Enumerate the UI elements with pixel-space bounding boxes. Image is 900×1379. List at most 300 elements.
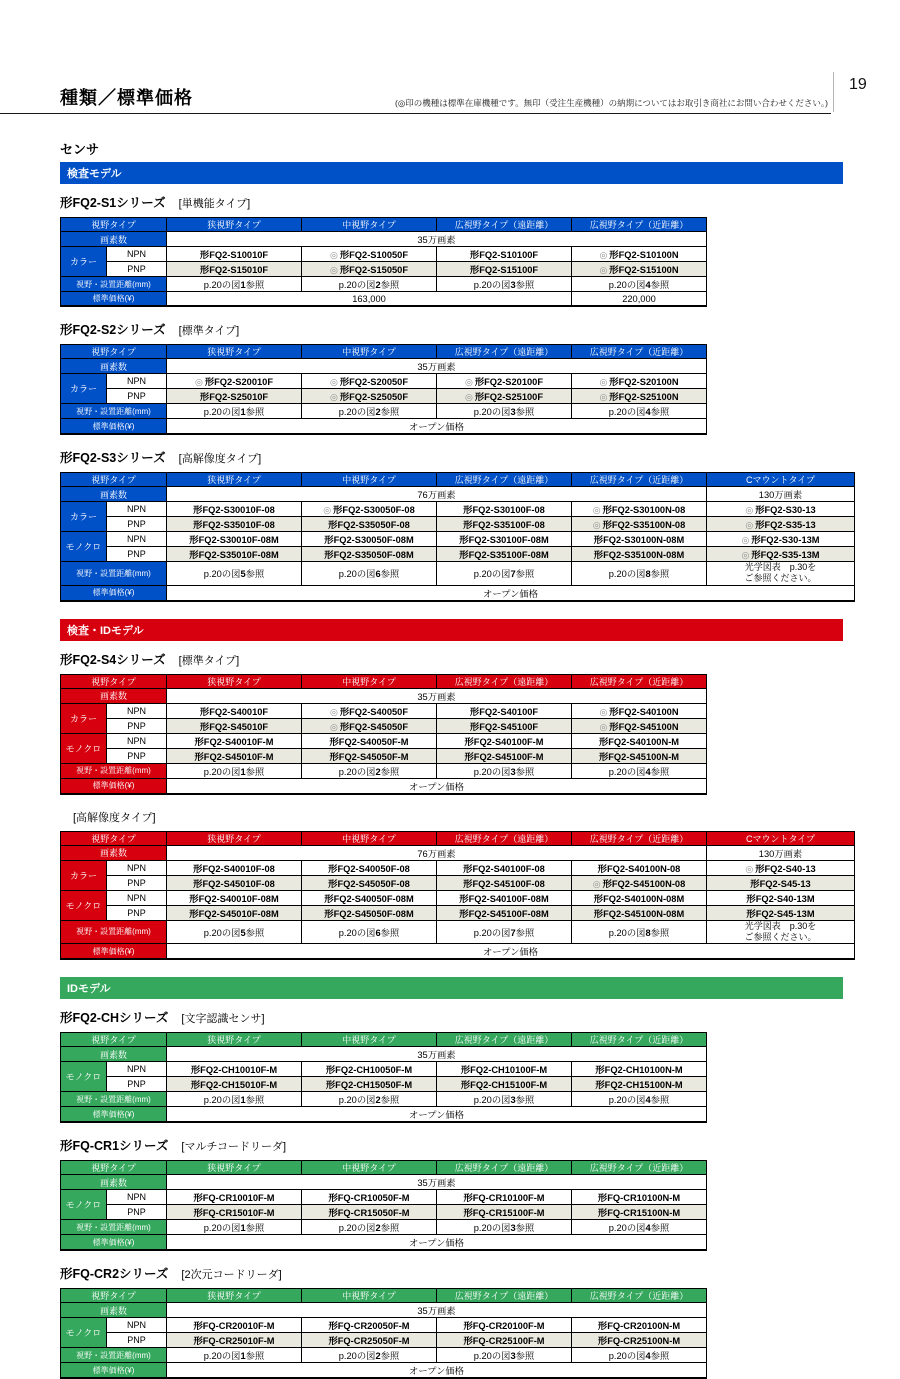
- fov-ref-cell: p.20の図3参照: [437, 404, 572, 419]
- pixel-row: [61, 688, 707, 703]
- page-number-divider: [833, 72, 834, 112]
- model-cell: 形FQ-CR10050F-M: [302, 1190, 437, 1205]
- section-banner: 検査モデル: [60, 162, 843, 184]
- cmount-fov-note: 光学図表 p.30を ご参照ください。: [707, 562, 855, 586]
- fov-distance-label: 視野・設置距離(mm): [61, 763, 167, 778]
- pixel-row: [61, 359, 707, 374]
- fov-ref-cell: p.20の図6参照: [302, 920, 437, 944]
- model-cell: 形FQ2-S40050F-M: [302, 733, 437, 748]
- model-cell: 形FQ2-S40100N-08M: [572, 890, 707, 905]
- pixel-row: [61, 1175, 707, 1190]
- column-header: 広視野タイプ（近距離）: [572, 1289, 707, 1303]
- model-cell: 形FQ2-S40100F-08M: [437, 890, 572, 905]
- header-row: [61, 345, 707, 359]
- fov-type-header: 視野タイプ: [61, 473, 167, 487]
- group-label: カラー: [61, 247, 107, 277]
- fov-ref-cell: p.20の図3参照: [437, 763, 572, 778]
- model-cell: ◎ 形FQ2-S25100N: [572, 389, 707, 404]
- price-label: 標準価格(¥): [61, 419, 167, 435]
- model-cell: ◎ 形FQ2-S45100N-08: [572, 875, 707, 890]
- spec-table: [60, 831, 855, 961]
- series-name: 形FQ2-S4シリーズ: [60, 652, 166, 667]
- column-header: 広視野タイプ（近距離）: [572, 1161, 707, 1175]
- io-type-cell: NPN: [107, 1318, 167, 1333]
- io-type-cell: PNP: [107, 1333, 167, 1348]
- model-cell: 形FQ2-S30010F-08: [167, 502, 302, 517]
- fov-type-header: 視野タイプ: [61, 674, 167, 688]
- pixel-value: 35万画素: [167, 359, 707, 374]
- stock-mark-icon: ◎: [599, 392, 608, 402]
- pixel-value: 35万画素: [167, 1175, 707, 1190]
- model-cell: 形FQ2-S35050F-08: [302, 517, 437, 532]
- column-header: 狭視野タイプ: [167, 1033, 302, 1047]
- stock-mark-icon: ◎: [745, 520, 754, 530]
- stock-mark-icon: ◎: [323, 505, 332, 515]
- cmount-pixel-value: 130万画素: [707, 845, 855, 860]
- fov-distance-label: 視野・設置距離(mm): [61, 277, 167, 292]
- model-cell: 形FQ2-S30010F-08M: [167, 532, 302, 547]
- fov-type-header: 視野タイプ: [61, 1289, 167, 1303]
- model-cell: 形FQ-CR10010F-M: [167, 1190, 302, 1205]
- stock-mark-icon: ◎: [745, 863, 754, 874]
- column-header: 広視野タイプ（遠距離）: [437, 674, 572, 688]
- fov-ref-cell: p.20の図3参照: [437, 1092, 572, 1107]
- price-row: [61, 1107, 707, 1123]
- section-banner: IDモデル: [60, 977, 843, 999]
- model-cell: 形FQ2-CH15010F-M: [167, 1077, 302, 1092]
- model-cell: 形FQ2-S45100F-08M: [437, 905, 572, 920]
- column-header: 広視野タイプ（遠距離）: [437, 218, 572, 232]
- fov-type-header: 視野タイプ: [61, 1033, 167, 1047]
- spec-table: [60, 472, 855, 602]
- group-label: モノクロ: [61, 1318, 107, 1348]
- fov-ref-cell: p.20の図2参照: [302, 763, 437, 778]
- model-cell: 形FQ2-S45050F-M: [302, 748, 437, 763]
- model-row: [61, 905, 855, 920]
- model-row: [61, 247, 707, 262]
- model-cell: 形FQ2-S10100F: [437, 247, 572, 262]
- io-type-cell: NPN: [107, 860, 167, 875]
- series-name: 形FQ-CR1シリーズ: [60, 1139, 169, 1153]
- cmount-pixel-value: 130万画素: [707, 487, 855, 502]
- model-cell: 形FQ2-S45100N-M: [572, 748, 707, 763]
- fov-ref-cell: p.20の図4参照: [572, 277, 707, 292]
- series-type-label: [標準タイプ]: [178, 654, 240, 667]
- cmount-column-header: Cマウントタイプ: [707, 473, 855, 487]
- model-row: [61, 875, 855, 890]
- model-cell: ◎ 形FQ2-S15100N: [572, 262, 707, 277]
- model-cell: 形FQ2-S45050F-08M: [302, 905, 437, 920]
- group-label: モノクロ: [61, 532, 107, 562]
- stock-mark-icon: ◎: [329, 392, 338, 402]
- fov-ref-cell: p.20の図3参照: [437, 1348, 572, 1363]
- column-header: 中視野タイプ: [302, 831, 437, 845]
- spec-table: [60, 344, 707, 435]
- pixel-label: 画素数: [61, 487, 167, 502]
- spec-table: [60, 1160, 707, 1251]
- series-heading: [60, 320, 860, 339]
- header-row: [61, 1033, 707, 1047]
- cmount-fov-note: 光学図表 p.30を ご参照ください。: [707, 920, 855, 944]
- pixel-value: 35万画素: [167, 688, 707, 703]
- column-header: 狭視野タイプ: [167, 345, 302, 359]
- price-cell: オープン価格: [167, 1363, 707, 1379]
- pixel-row: [61, 845, 855, 860]
- io-type-cell: PNP: [107, 718, 167, 733]
- fov-type-header: 視野タイプ: [61, 1161, 167, 1175]
- model-cell: ◎ 形FQ2-S40100N: [572, 703, 707, 718]
- column-header: 広視野タイプ（近距離）: [572, 1033, 707, 1047]
- header-row: [61, 218, 707, 232]
- model-row: [61, 374, 707, 389]
- series-name: 形FQ2-S1シリーズ: [60, 196, 166, 210]
- io-type-cell: PNP: [107, 748, 167, 763]
- model-cell: 形FQ-CR20100F-M: [437, 1318, 572, 1333]
- sensor-heading: センサ: [60, 142, 100, 157]
- header-note: (◎印の機種は標準在庫機種です。無印（受注生産機種）の納期についてはお取引き商社にお問い合わせください。): [395, 98, 828, 108]
- column-header: 広視野タイプ（遠距離）: [437, 1289, 572, 1303]
- model-cell: 形FQ2-S45100F: [437, 718, 572, 733]
- column-header: 広視野タイプ（遠距離）: [437, 473, 572, 487]
- model-cell: 形FQ2-S45010F-08: [167, 875, 302, 890]
- fov-ref-cell: p.20の図7参照: [437, 562, 572, 586]
- column-header: 中視野タイプ: [302, 674, 437, 688]
- model-cell: 形FQ2-S15100F: [437, 262, 572, 277]
- model-cell: 形FQ-CR25050F-M: [302, 1333, 437, 1348]
- io-type-cell: PNP: [107, 905, 167, 920]
- fov-distance-row: [61, 1348, 707, 1363]
- spec-table: [60, 674, 707, 795]
- model-cell: ◎ 形FQ2-S20050F: [302, 374, 437, 389]
- model-cell: 形FQ-CR25010F-M: [167, 1333, 302, 1348]
- price-label: 標準価格(¥): [61, 1107, 167, 1123]
- model-row: [61, 262, 707, 277]
- column-header: 中視野タイプ: [302, 345, 437, 359]
- stock-mark-icon: ◎: [599, 721, 608, 732]
- price-cell: オープン価格: [167, 778, 707, 794]
- model-cell: 形FQ2-S40010F-M: [167, 733, 302, 748]
- model-cell: ◎ 形FQ2-S30050F-08: [302, 502, 437, 517]
- model-row: [61, 1077, 707, 1092]
- model-cell: 形FQ2-S45-13: [707, 875, 855, 890]
- price-label: 標準価格(¥): [61, 585, 167, 601]
- series-heading: [60, 1264, 860, 1283]
- io-type-cell: NPN: [107, 532, 167, 547]
- fov-ref-cell: p.20の図4参照: [572, 404, 707, 419]
- column-header: 中視野タイプ: [302, 1289, 437, 1303]
- io-type-cell: PNP: [107, 517, 167, 532]
- fov-ref-cell: p.20の図2参照: [302, 1220, 437, 1235]
- header-rule: [0, 113, 831, 114]
- model-cell: ◎ 形FQ2-S20100N: [572, 374, 707, 389]
- fov-distance-label: 視野・設置距離(mm): [61, 920, 167, 944]
- fov-distance-row: [61, 1220, 707, 1235]
- fov-ref-cell: p.20の図1参照: [167, 277, 302, 292]
- model-cell: 形FQ2-S40100F: [437, 703, 572, 718]
- column-header: 広視野タイプ（近距離）: [572, 674, 707, 688]
- io-type-cell: PNP: [107, 1205, 167, 1220]
- stock-mark-icon: ◎: [592, 878, 601, 889]
- model-cell: ◎ 形FQ2-S25050F: [302, 389, 437, 404]
- model-cell: ◎ 形FQ2-S10100N: [572, 247, 707, 262]
- model-cell: ◎ 形FQ2-S35-13: [707, 517, 855, 532]
- model-row: [61, 890, 855, 905]
- model-cell: 形FQ2-CH10100N-M: [572, 1062, 707, 1077]
- fov-ref-cell: p.20の図2参照: [302, 1092, 437, 1107]
- model-cell: 形FQ2-S40100N-08: [572, 860, 707, 875]
- model-cell: ◎ 形FQ2-S45100N: [572, 718, 707, 733]
- column-header: 狭視野タイプ: [167, 1289, 302, 1303]
- model-cell: 形FQ2-S40010F-08M: [167, 890, 302, 905]
- model-cell: 形FQ2-S10010F: [167, 247, 302, 262]
- stock-mark-icon: ◎: [329, 721, 338, 732]
- model-section: [60, 619, 860, 961]
- model-cell: 形FQ2-S30100F-08M: [437, 532, 572, 547]
- stock-mark-icon: ◎: [592, 520, 601, 530]
- model-row: [61, 1318, 707, 1333]
- header-row: [61, 1161, 707, 1175]
- fov-distance-row: [61, 404, 707, 419]
- model-cell: 形FQ2-S15010F: [167, 262, 302, 277]
- model-cell: 形FQ2-S35100N-08M: [572, 547, 707, 562]
- fov-ref-cell: p.20の図4参照: [572, 1220, 707, 1235]
- model-cell: 形FQ2-S40010F-08: [167, 860, 302, 875]
- series-type-label: [高解像度タイプ]: [178, 453, 262, 465]
- series-type-label: [2次元コードリーダ]: [181, 1269, 282, 1281]
- price-row: [61, 778, 707, 794]
- model-row: [61, 532, 855, 547]
- model-cell: 形FQ-CR15100F-M: [437, 1205, 572, 1220]
- model-cell: 形FQ2-S45100F-08: [437, 875, 572, 890]
- stock-mark-icon: ◎: [599, 706, 608, 717]
- model-row: [61, 703, 707, 718]
- group-label: モノクロ: [61, 733, 107, 763]
- fov-ref-cell: p.20の図1参照: [167, 1348, 302, 1363]
- price-cell: オープン価格: [167, 1107, 707, 1123]
- model-cell: 形FQ2-CH15100F-M: [437, 1077, 572, 1092]
- model-cell: 形FQ-CR20010F-M: [167, 1318, 302, 1333]
- io-type-cell: NPN: [107, 374, 167, 389]
- stock-mark-icon: ◎: [329, 265, 338, 275]
- model-cell: 形FQ-CR25100F-M: [437, 1333, 572, 1348]
- fov-ref-cell: p.20の図4参照: [572, 1092, 707, 1107]
- group-label: モノクロ: [61, 1190, 107, 1220]
- fov-ref-cell: p.20の図3参照: [437, 277, 572, 292]
- pixel-label: 画素数: [61, 359, 167, 374]
- model-row: [61, 718, 707, 733]
- column-header: 中視野タイプ: [302, 1033, 437, 1047]
- price-cell: 163,000: [167, 292, 572, 307]
- series-name: 形FQ2-CHシリーズ: [60, 1011, 169, 1025]
- stock-mark-icon: ◎: [599, 377, 608, 387]
- fov-ref-cell: p.20の図1参照: [167, 1092, 302, 1107]
- price-row: [61, 419, 707, 435]
- price-row: [61, 585, 855, 601]
- column-header: 中視野タイプ: [302, 1161, 437, 1175]
- group-label: モノクロ: [61, 1062, 107, 1092]
- model-row: [61, 1205, 707, 1220]
- fov-type-header: 視野タイプ: [61, 218, 167, 232]
- model-cell: 形FQ2-S40050F-08M: [302, 890, 437, 905]
- model-cell: 形FQ2-S35010F-08M: [167, 547, 302, 562]
- model-cell: 形FQ2-S25010F: [167, 389, 302, 404]
- series-name: 形FQ2-S2シリーズ: [60, 323, 166, 337]
- series-heading: [60, 1008, 860, 1027]
- model-row: [61, 502, 855, 517]
- stock-mark-icon: ◎: [592, 505, 601, 515]
- pixel-value: 35万画素: [167, 1303, 707, 1318]
- header-row: [61, 1289, 707, 1303]
- model-cell: 形FQ2-S40-13M: [707, 890, 855, 905]
- model-cell: 形FQ2-S45-13M: [707, 905, 855, 920]
- page-title: 種類／標準価格: [60, 88, 193, 108]
- model-cell: 形FQ2-S45010F-M: [167, 748, 302, 763]
- fov-ref-cell: p.20の図2参照: [302, 277, 437, 292]
- column-header: 狭視野タイプ: [167, 674, 302, 688]
- pixel-label: 画素数: [61, 232, 167, 247]
- model-row: [61, 733, 707, 748]
- model-cell: 形FQ-CR15100N-M: [572, 1205, 707, 1220]
- price-label: 標準価格(¥): [61, 1235, 167, 1251]
- model-cell: ◎ 形FQ2-S25100F: [437, 389, 572, 404]
- price-row: [61, 1363, 707, 1379]
- price-cell: オープン価格: [167, 585, 855, 601]
- model-cell: 形FQ2-S40100F-08: [437, 860, 572, 875]
- pixel-value: 35万画素: [167, 232, 707, 247]
- model-cell: 形FQ2-CH10010F-M: [167, 1062, 302, 1077]
- section-banner: 検査・IDモデル: [60, 619, 843, 641]
- price-cell: 220,000: [572, 292, 707, 307]
- group-label: カラー: [61, 860, 107, 890]
- spec-table: [60, 217, 707, 307]
- io-type-cell: PNP: [107, 262, 167, 277]
- pixel-value: 35万画素: [167, 1047, 707, 1062]
- stock-mark-icon: ◎: [599, 250, 608, 260]
- column-header: 広視野タイプ（近距離）: [572, 473, 707, 487]
- group-label: カラー: [61, 703, 107, 733]
- fov-distance-row: [61, 763, 707, 778]
- model-cell: 形FQ2-S45010F: [167, 718, 302, 733]
- series-name: 形FQ-CR2シリーズ: [60, 1267, 169, 1281]
- fov-ref-cell: p.20の図8参照: [572, 920, 707, 944]
- io-type-cell: NPN: [107, 703, 167, 718]
- model-cell: ◎ 形FQ2-S20010F: [167, 374, 302, 389]
- column-header: 狭視野タイプ: [167, 1161, 302, 1175]
- stock-mark-icon: ◎: [741, 550, 750, 560]
- price-cell: オープン価格: [167, 1235, 707, 1251]
- fov-distance-label: 視野・設置距離(mm): [61, 1092, 167, 1107]
- model-cell: 形FQ2-S35100F-08M: [437, 547, 572, 562]
- fov-distance-label: 視野・設置距離(mm): [61, 404, 167, 419]
- io-type-cell: PNP: [107, 875, 167, 890]
- price-label: 標準価格(¥): [61, 1363, 167, 1379]
- stock-mark-icon: ◎: [329, 706, 338, 717]
- fov-ref-cell: p.20の図2参照: [302, 1348, 437, 1363]
- model-row: [61, 389, 707, 404]
- pixel-label: 画素数: [61, 688, 167, 703]
- model-cell: 形FQ2-S45100F-M: [437, 748, 572, 763]
- series-type-label: [標準タイプ]: [178, 325, 240, 337]
- fov-distance-row: [61, 562, 855, 586]
- column-header: 広視野タイプ（遠距離）: [437, 1161, 572, 1175]
- pixel-label: 画素数: [61, 1047, 167, 1062]
- pixel-label: 画素数: [61, 1175, 167, 1190]
- pixel-value: 76万画素: [167, 487, 707, 502]
- model-cell: 形FQ2-CH10050F-M: [302, 1062, 437, 1077]
- fov-distance-label: 視野・設置距離(mm): [61, 562, 167, 586]
- price-cell: オープン価格: [167, 419, 707, 435]
- model-cell: ◎ 形FQ2-S40050F: [302, 703, 437, 718]
- cmount-column-header: Cマウントタイプ: [707, 831, 855, 845]
- model-cell: ◎ 形FQ2-S30-13: [707, 502, 855, 517]
- series-type-label: [単機能タイプ]: [178, 198, 251, 210]
- header-row: [61, 674, 707, 688]
- model-cell: 形FQ2-CH15050F-M: [302, 1077, 437, 1092]
- column-header: 広視野タイプ（遠距離）: [437, 831, 572, 845]
- model-cell: 形FQ2-S35050F-08M: [302, 547, 437, 562]
- fov-ref-cell: p.20の図5参照: [167, 920, 302, 944]
- model-section: [60, 162, 860, 602]
- model-cell: 形FQ2-S40010F: [167, 703, 302, 718]
- fov-ref-cell: p.20の図4参照: [572, 763, 707, 778]
- model-cell: 形FQ2-S35010F-08: [167, 517, 302, 532]
- model-cell: 形FQ2-S40050F-08: [302, 860, 437, 875]
- model-row: [61, 748, 707, 763]
- stock-mark-icon: ◎: [194, 377, 203, 387]
- model-cell: ◎ 形FQ2-S45050F: [302, 718, 437, 733]
- fov-ref-cell: p.20の図7参照: [437, 920, 572, 944]
- fov-distance-row: [61, 277, 707, 292]
- model-cell: 形FQ2-S30100N-08M: [572, 532, 707, 547]
- pixel-row: [61, 487, 855, 502]
- model-cell: 形FQ-CR15050F-M: [302, 1205, 437, 1220]
- fov-type-header: 視野タイプ: [61, 345, 167, 359]
- series-heading: [60, 448, 860, 467]
- fov-ref-cell: p.20の図3参照: [437, 1220, 572, 1235]
- model-cell: 形FQ2-CH10100F-M: [437, 1062, 572, 1077]
- model-row: [61, 1062, 707, 1077]
- pixel-label: 画素数: [61, 1303, 167, 1318]
- spec-table: [60, 1288, 707, 1379]
- model-cell: ◎ 形FQ2-S40-13: [707, 860, 855, 875]
- column-header: 狭視野タイプ: [167, 218, 302, 232]
- group-label: モノクロ: [61, 890, 107, 920]
- model-cell: 形FQ-CR20100N-M: [572, 1318, 707, 1333]
- fov-ref-cell: p.20の図5参照: [167, 562, 302, 586]
- header-row: [61, 831, 855, 845]
- spec-table: [60, 1032, 707, 1123]
- series-heading: [60, 193, 860, 212]
- io-type-cell: NPN: [107, 890, 167, 905]
- model-cell: ◎ 形FQ2-S20100F: [437, 374, 572, 389]
- io-type-cell: PNP: [107, 389, 167, 404]
- model-cell: ◎ 形FQ2-S10050F: [302, 247, 437, 262]
- fov-distance-row: [61, 1092, 707, 1107]
- stock-mark-icon: ◎: [464, 377, 473, 387]
- series-type-label: [高解像度タイプ]: [73, 811, 156, 824]
- header-row: [61, 473, 855, 487]
- model-cell: 形FQ2-S45010F-08M: [167, 905, 302, 920]
- column-header: 広視野タイプ（遠距離）: [437, 345, 572, 359]
- model-cell: 形FQ2-S45050F-08: [302, 875, 437, 890]
- fov-ref-cell: p.20の図8参照: [572, 562, 707, 586]
- model-cell: 形FQ-CR20050F-M: [302, 1318, 437, 1333]
- fov-ref-cell: p.20の図1参照: [167, 404, 302, 419]
- model-cell: ◎ 形FQ2-S30100N-08: [572, 502, 707, 517]
- column-header: 広視野タイプ（近距離）: [572, 345, 707, 359]
- model-row: [61, 1333, 707, 1348]
- fov-ref-cell: p.20の図1参照: [167, 1220, 302, 1235]
